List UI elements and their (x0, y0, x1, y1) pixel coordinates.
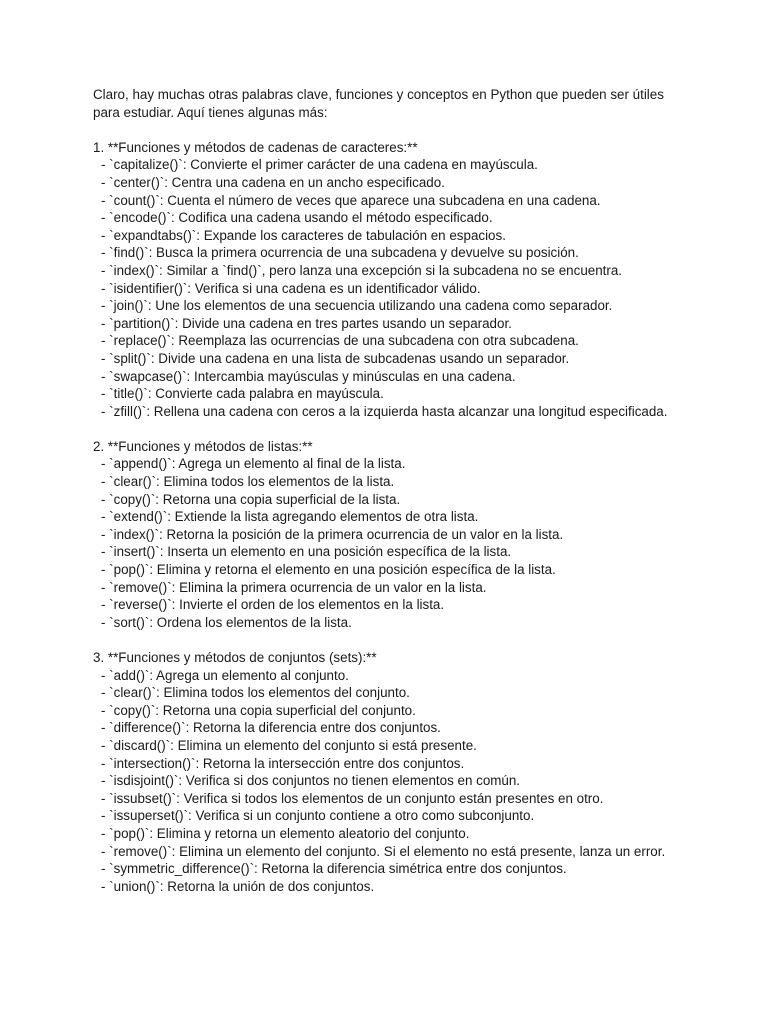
list-item: - `encode()`: Codifica una cadena usando el método especificado. (101, 210, 493, 226)
list-item: - `copy()`: Retorna una copia superficial de la lista. (101, 491, 401, 507)
spacer (93, 121, 693, 139)
section-title: 2. **Funciones y métodos de listas:** (93, 438, 313, 454)
section-lists (93, 438, 693, 632)
list-item: - `add()`: Agrega un elemento al conjunto. (101, 667, 349, 683)
spacer (93, 420, 693, 438)
list-item: - `clear()`: Elimina todos los elementos del conjunto. (101, 685, 410, 701)
list-item: - `issubset()`: Verifica si todos los elementos de un conjunto están presentes en otro. (101, 790, 604, 806)
list-item: - `intersection()`: Retorna la intersección entre dos conjuntos. (101, 755, 465, 771)
list-item: - `center()`: Centra una cadena en un ancho especificado. (101, 174, 445, 190)
list-item: - `remove()`: Elimina la primera ocurrencia de un valor en la lista. (101, 579, 487, 595)
list-item: - `issuperset()`: Verifica si un conjunto contiene a otro como subconjunto. (101, 808, 535, 824)
list-item: - `append()`: Agrega un elemento al final de la lista. (101, 456, 406, 472)
list-item: - `swapcase()`: Intercambia mayúsculas y minúsculas en una cadena. (101, 368, 516, 384)
list-item: - `copy()`: Retorna una copia superficial del conjunto. (101, 702, 416, 718)
list-item: - `pop()`: Elimina y retorna un elemento aleatorio del conjunto. (101, 825, 470, 841)
list-item: - `find()`: Busca la primera ocurrencia de una subcadena y devuelve su posición. (101, 245, 579, 261)
list-item: - `sort()`: Ordena los elementos de la lista. (101, 614, 352, 630)
list-item: - `zfill()`: Rellena una cadena con ceros a la izquierda hasta alcanzar una longitud especificada. (101, 403, 668, 419)
intro-paragraph: Claro, hay muchas otras palabras clave, funciones y conceptos en Python que pueden ser útiles para estudiar. Aquí tienes algunas más: (93, 87, 664, 120)
list-item: - `capitalize()`: Convierte el primer carácter de una cadena en mayúscula. (101, 157, 538, 173)
section-title: 1. **Funciones y métodos de cadenas de caracteres:** (93, 139, 418, 155)
list-item: - `join()`: Une los elementos de una secuencia utilizando una cadena como separador. (101, 298, 613, 314)
section-title: 3. **Funciones y métodos de conjuntos (sets):** (93, 650, 377, 665)
list-item: - `extend()`: Extiende la lista agregando elementos de otra lista. (101, 509, 479, 525)
list-item: - `index()`: Retorna la posición de la primera ocurrencia de un valor en la lista. (101, 526, 564, 542)
spacer (93, 631, 693, 649)
list-item: - `title()`: Convierte cada palabra en mayúscula. (101, 386, 384, 402)
section-strings (93, 139, 693, 421)
list-item: - `difference()`: Retorna la diferencia entre dos conjuntos. (101, 720, 441, 736)
list-item: - `isidentifier()`: Verifica si una cadena es un identificador válido. (101, 280, 481, 296)
list-item: - `pop()`: Elimina y retorna el elemento en una posición específica de la lista. (101, 562, 556, 578)
list-item: - `isdisjoint()`: Verifica si dos conjuntos no tienen elementos en común. (101, 773, 521, 789)
list-item: - `insert()`: Inserta un elemento en una posición específica de la lista. (101, 544, 512, 560)
list-item: - `count()`: Cuenta el número de veces que aparece una subcadena en una cadena. (101, 192, 601, 208)
list-item: - `union()`: Retorna la unión de dos conjuntos. (101, 878, 375, 894)
document-page (93, 86, 693, 895)
list-item: - `remove()`: Elimina un elemento del conjunto. Si el elemento no está presente, lanza un error. (101, 843, 666, 859)
list-item: - `reverse()`: Invierte el orden de los elementos en la lista. (101, 597, 445, 613)
list-item: - `split()`: Divide una cadena en una lista de subcadenas usando un separador. (101, 350, 570, 366)
list-item: - `index()`: Similar a `find()`, pero lanza una excepción si la subcadena no se encuentra. (101, 262, 623, 278)
list-item: - `replace()`: Reemplaza las ocurrencias de una subcadena con otra subcadena. (101, 333, 579, 349)
list-item: - `partition()`: Divide una cadena en tres partes usando un separador. (101, 315, 512, 331)
list-item: - `discard()`: Elimina un elemento del conjunto si está presente. (101, 737, 477, 753)
list-item: - `symmetric_difference()`: Retorna la diferencia simétrica entre dos conjuntos. (101, 861, 567, 877)
section-sets (93, 649, 693, 895)
list-item: - `expandtabs()`: Expande los caracteres de tabulación en espacios. (101, 227, 506, 243)
list-item: - `clear()`: Elimina todos los elementos de la lista. (101, 474, 395, 490)
